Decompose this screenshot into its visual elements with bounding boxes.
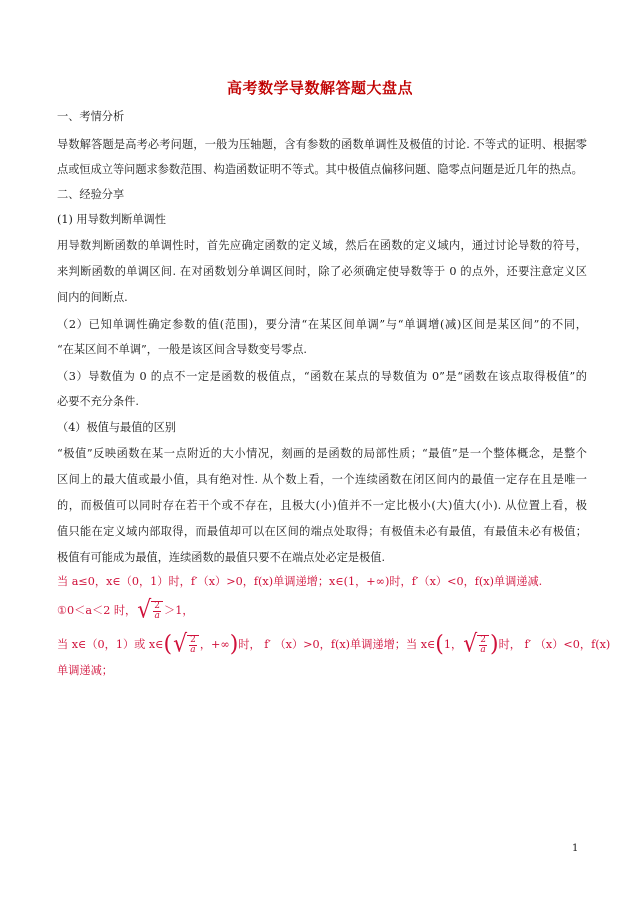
paragraph-line: 来判断函数的单调区间. 在对函数划分单调区间时，除了必须确定使导数等于 0 的点外，还要注意定义区 [57, 265, 587, 278]
paragraph-line: 导数解答题是高考必考问题，一般为压轴题，含有参数的函数单调性及极值的讨论. 不等式的证明、根据零 [57, 138, 587, 151]
solution-line [57, 598, 587, 624]
sqrt-expression [463, 630, 489, 659]
solution-line: 单调递减； [57, 664, 113, 677]
radical-sign: √ [137, 596, 152, 625]
item4-heading: （4）极值与最值的区别 [57, 421, 176, 434]
paragraph-line: 区间上的最大值或最小值，具有绝对性. 从个数上看，一个连续函数在闭区间内的最值一定存在且是唯一 [57, 473, 587, 486]
paragraph-line: 间内的间断点. [57, 291, 128, 304]
paragraph-line: “在某区间不单调”，一般是该区间含导数变号零点. [57, 343, 307, 356]
fraction-numerator: 2 [480, 635, 486, 645]
solution-text: ①0＜a＜2 时， [57, 604, 137, 617]
section2-heading: 二、经验分享 [57, 188, 125, 201]
fraction-denominator: a [480, 645, 486, 655]
fraction-denominator: a [154, 611, 160, 621]
fraction [477, 635, 489, 655]
section1-heading: 一、考情分析 [57, 110, 125, 123]
paragraph-line: 值只能在定义域内部取得，而最值却可以在区间的端点处取得；有极值未必有最值，有最值未必有极值； [57, 525, 587, 538]
sqrt-expression [173, 630, 199, 659]
left-paren: ( [163, 632, 173, 657]
solution-line [57, 630, 611, 660]
page-number: 1 [572, 843, 579, 854]
solution-text: 时， f′ （x）<0，f(x) [498, 638, 611, 651]
paragraph-line: （2）已知单调性确定参数的值(范围)，要分清“在某区间单调”与“单调增(减)区间是某区间”的不同， [57, 318, 587, 331]
item1-heading: (1) 用导数判断单调性 [57, 213, 166, 226]
fraction-numerator: 2 [190, 635, 196, 645]
paragraph-line: 用导数判断函数的单调性时，首先应确定函数的定义域，然后在函数的定义域内，通过讨论导数的符号， [57, 239, 587, 252]
solution-line: 当 a≤0，x∈（0，1）时，f′（x）>0，f(x)单调递增；x∈(1，+∞)时，f′（x）<0，f(x)单调递减. [57, 575, 543, 588]
fraction [151, 601, 163, 621]
paragraph-line: “极值”反映函数在某一点附近的大小情况，刻画的是函数的局部性质；“最值”是一个整体概念，是整个 [57, 447, 587, 460]
paragraph-line: 点或恒成立等问题求参数范围、构造函数证明不等式。其中极值点偏移问题、隐零点问题是近几年的热点。 [57, 163, 583, 176]
solution-text: 时， f′ （x）>0，f(x)单调递增；当 x∈ [238, 638, 436, 651]
page-title: 高考数学导数解答题大盘点 [226, 79, 413, 97]
paragraph-line: 极值有可能成为最值，连续函数的最值只要不在端点处必定是极值. [57, 551, 385, 564]
right-paren: ) [489, 632, 499, 657]
solution-text: ，+∞ [199, 638, 230, 651]
solution-text: ＞1， [164, 604, 194, 617]
solution-text: 当 x∈（0，1）或 x∈ [57, 638, 164, 651]
sqrt-expression [137, 596, 163, 625]
left-paren: ( [435, 632, 444, 657]
fraction-denominator: a [190, 645, 196, 655]
right-paren: ) [229, 632, 239, 657]
radical-sign: √ [463, 630, 478, 659]
solution-text: 1， [443, 638, 463, 651]
paragraph-line: 必要不充分条件. [57, 395, 139, 408]
fraction [187, 635, 199, 655]
fraction-numerator: 2 [154, 601, 161, 611]
paragraph-line: （3）导数值为 0 的点不一定是函数的极值点，“函数在某点的导数值为 0”是“函数在该点取得极值”的 [57, 370, 587, 383]
radical-sign: √ [173, 630, 188, 659]
paragraph-line: 的，而极值可以同时存在若干个或不存在，且极大(小)值并不一定比极小(大)值大(小). 从位置上看，极 [57, 499, 587, 512]
